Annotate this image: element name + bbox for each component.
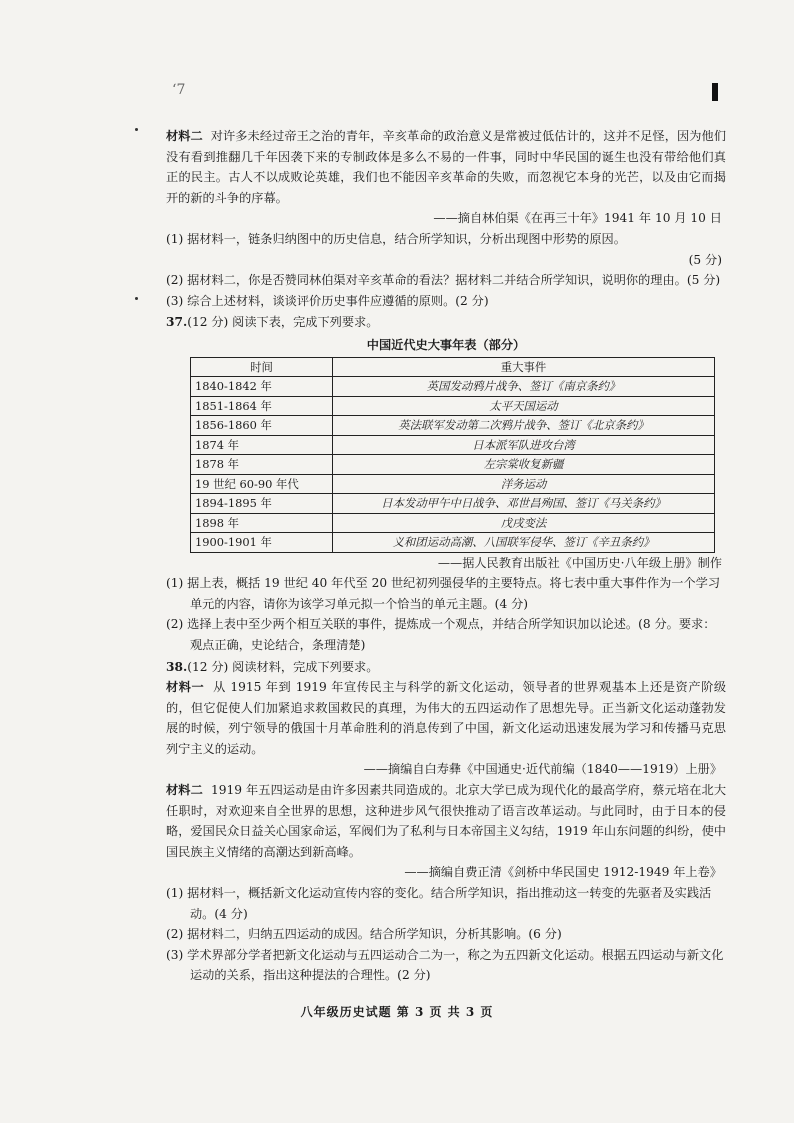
material-label: 材料二 — [166, 783, 203, 798]
material-text: 从 1915 年到 1919 年宣传民主与科学的新文化运动，领导者的世界观基本上还是资产阶级的，但它促使人们加紧追求救国救民的真理，为伟大的五四运动作了思想先导。正当新文化运动蓬勃发展的时候，列宁领导的俄国十月革命胜利的消息传到了中国，新文化运动迅速发展为学习和传播马克思列宁主义的运动。 — [166, 680, 727, 756]
material-source: ——摘编自费正清《剑桥中华民国史 1912-1949 年上卷》 — [404, 865, 722, 880]
scan-speck — [135, 128, 138, 131]
q37-header — [166, 312, 726, 333]
q38-question-2 — [166, 924, 726, 945]
question-number: (3) — [166, 293, 184, 308]
event-cell: 日本派军队进攻台湾 — [333, 435, 715, 455]
question-number: 37. — [166, 315, 188, 330]
column-header-events: 重大事件 — [333, 357, 715, 377]
event-cell: 左宗棠收复新疆 — [333, 455, 715, 475]
table-header-row — [191, 357, 715, 377]
table-row — [191, 455, 715, 475]
scan-edge-mark — [712, 83, 718, 101]
table-row — [191, 377, 715, 397]
material-source: ——摘自林伯渠《在再三十年》1941 年 10 月 10 日 — [433, 211, 722, 226]
question-text: 据材料一，链条归纳图中的历史信息，结合所学知识，分析出现图中形势的原因。 — [187, 231, 626, 246]
corner-scan-mark: ʻ7 — [172, 82, 186, 98]
event-cell: 英国发动鸦片战争、签订《南京条约》 — [333, 377, 715, 397]
material-label: 材料二 — [166, 129, 203, 143]
question-text: 据材料二，你是否赞同林伯渠对辛亥革命的看法？据材料二并结合所学知识，说明你的理由。(5 分) — [187, 273, 721, 288]
time-cell: 1878 年 — [191, 455, 333, 475]
event-cell: 义和团运动高潮、八国联军侵华、签订《辛丑条约》 — [333, 533, 715, 553]
q37-question-2 — [166, 614, 726, 655]
event-cell: 英法联军发动第二次鸦片战争、签订《北京条约》 — [333, 416, 715, 436]
time-cell: 1874 年 — [191, 435, 333, 455]
table-row — [191, 513, 715, 533]
time-cell: 1894-1895 年 — [191, 494, 333, 514]
question-number: (1) — [166, 886, 184, 901]
table-title: 中国近代史大事年表（部分） — [366, 337, 526, 352]
scan-speck — [135, 297, 138, 300]
question-number: (2) — [166, 617, 184, 632]
q38-header — [166, 657, 726, 678]
table-source: ——据人民教育出版社《中国历史·八年级上册》制作 — [437, 555, 722, 570]
material-text: 对许多未经过帝王之治的青年，辛亥革命的政治意义是常被过低估计的，这并不足怪，因为他们没有看到推翻几千年因袭下来的专制政体是多么不易的一件事，同时中华民国的诞生也没有带给他们真正的民主。古人不以成败论英雄，我们也不能因辛亥革命的失败，而忽视它本身的光芒，以及由它而揭开的新的斗争的序幕。 — [166, 129, 727, 205]
column-header-time: 时间 — [191, 357, 333, 377]
exam-page-content — [166, 126, 726, 986]
q37-question-1 — [166, 573, 726, 614]
q36-question-3 — [166, 291, 726, 312]
table-row — [191, 474, 715, 494]
time-cell: 1898 年 — [191, 513, 333, 533]
question-number: (2) — [166, 927, 184, 942]
q38-material-2 — [166, 780, 726, 862]
time-cell: 1856-1860 年 — [191, 416, 333, 436]
question-number: (2) — [166, 273, 184, 288]
question-points: (5 分) — [688, 252, 722, 267]
material-label: 材料一 — [166, 680, 205, 695]
table-row — [191, 435, 715, 455]
event-cell: 日本发动甲午中日战争、邓世昌殉国、签订《马关条约》 — [333, 494, 715, 514]
material-source: ——摘编自白寿彝《中国通史·近代前编（1840——1919）上册》 — [363, 762, 722, 777]
question-text: 据材料二，归纳五四运动的成因。结合所学知识，分析其影响。(6 分) — [187, 927, 562, 942]
time-cell: 1900-1901 年 — [191, 533, 333, 553]
question-text: 据上表，概括 19 世纪 40 年代至 20 世纪初列强侵华的主要特点。将七表中重大事件作为一个学习单元的内容，请你为该学习单元拟一个恰当的单元主题。(4 分) — [187, 576, 721, 611]
question-number: (1) — [166, 231, 184, 246]
question-number: 38. — [166, 659, 188, 674]
question-text: 据材料一，概括新文化运动宣传内容的变化。结合所学知识，指出推动这一转变的先驱者及实践活动。(4 分) — [187, 886, 712, 921]
event-cell: 戊戌变法 — [333, 513, 715, 533]
table-row — [191, 416, 715, 436]
question-text: 综合上述材料，谈谈评价历史事件应遵循的原则。(2 分) — [187, 293, 489, 308]
page-footer: 八年级历史试题 第 3 页 共 3 页 — [300, 1005, 494, 1019]
material-text: 1919 年五四运动是由许多因素共同造成的。北京大学已成为现代化的最高学府，蔡元培在北大任职时，对欢迎来自全世界的思想，这种进步风气很快推动了语言改革运动。与此同时，由于日本的侵略，爱国民众日益关心国家命运，军阀们为了私利与日本帝国主义勾结，1919 年山东问题的纠纷，使中国民族主义情绪的高潮达到新高峰。 — [166, 783, 727, 859]
time-cell: 19 世纪 60-90 年代 — [191, 474, 333, 494]
events-table — [190, 357, 715, 553]
question-instruction: (12 分) 阅读下表，完成下列要求。 — [187, 315, 379, 330]
q36-question-2 — [166, 270, 726, 291]
q38-question-1 — [166, 883, 726, 924]
q36-question-1 — [166, 229, 726, 270]
event-cell: 洋务运动 — [333, 474, 715, 494]
question-text: 选择上表中至少两个相互关联的事件，提炼成一个观点，并结合所学知识加以论述。(8 分。要求：观点正确，史论结合，条理清楚) — [187, 617, 716, 652]
time-cell: 1851-1864 年 — [191, 396, 333, 416]
question-text: 学术界部分学者把新文化运动与五四运动合二为一，称之为五四新文化运动。根据五四运动与新文化运动的关系，指出这种提法的合理性。(2 分) — [187, 947, 724, 983]
table-row — [191, 533, 715, 553]
question-number: (1) — [166, 576, 184, 591]
table-row — [191, 396, 715, 416]
q36-material-2 — [166, 126, 726, 208]
time-cell: 1840-1842 年 — [191, 377, 333, 397]
question-instruction: (12 分) 阅读材料，完成下列要求。 — [187, 659, 379, 674]
question-number: (3) — [166, 947, 184, 962]
q38-question-3 — [166, 945, 726, 986]
q38-material-1 — [166, 677, 726, 759]
table-row — [191, 494, 715, 514]
event-cell: 太平天国运动 — [333, 396, 715, 416]
